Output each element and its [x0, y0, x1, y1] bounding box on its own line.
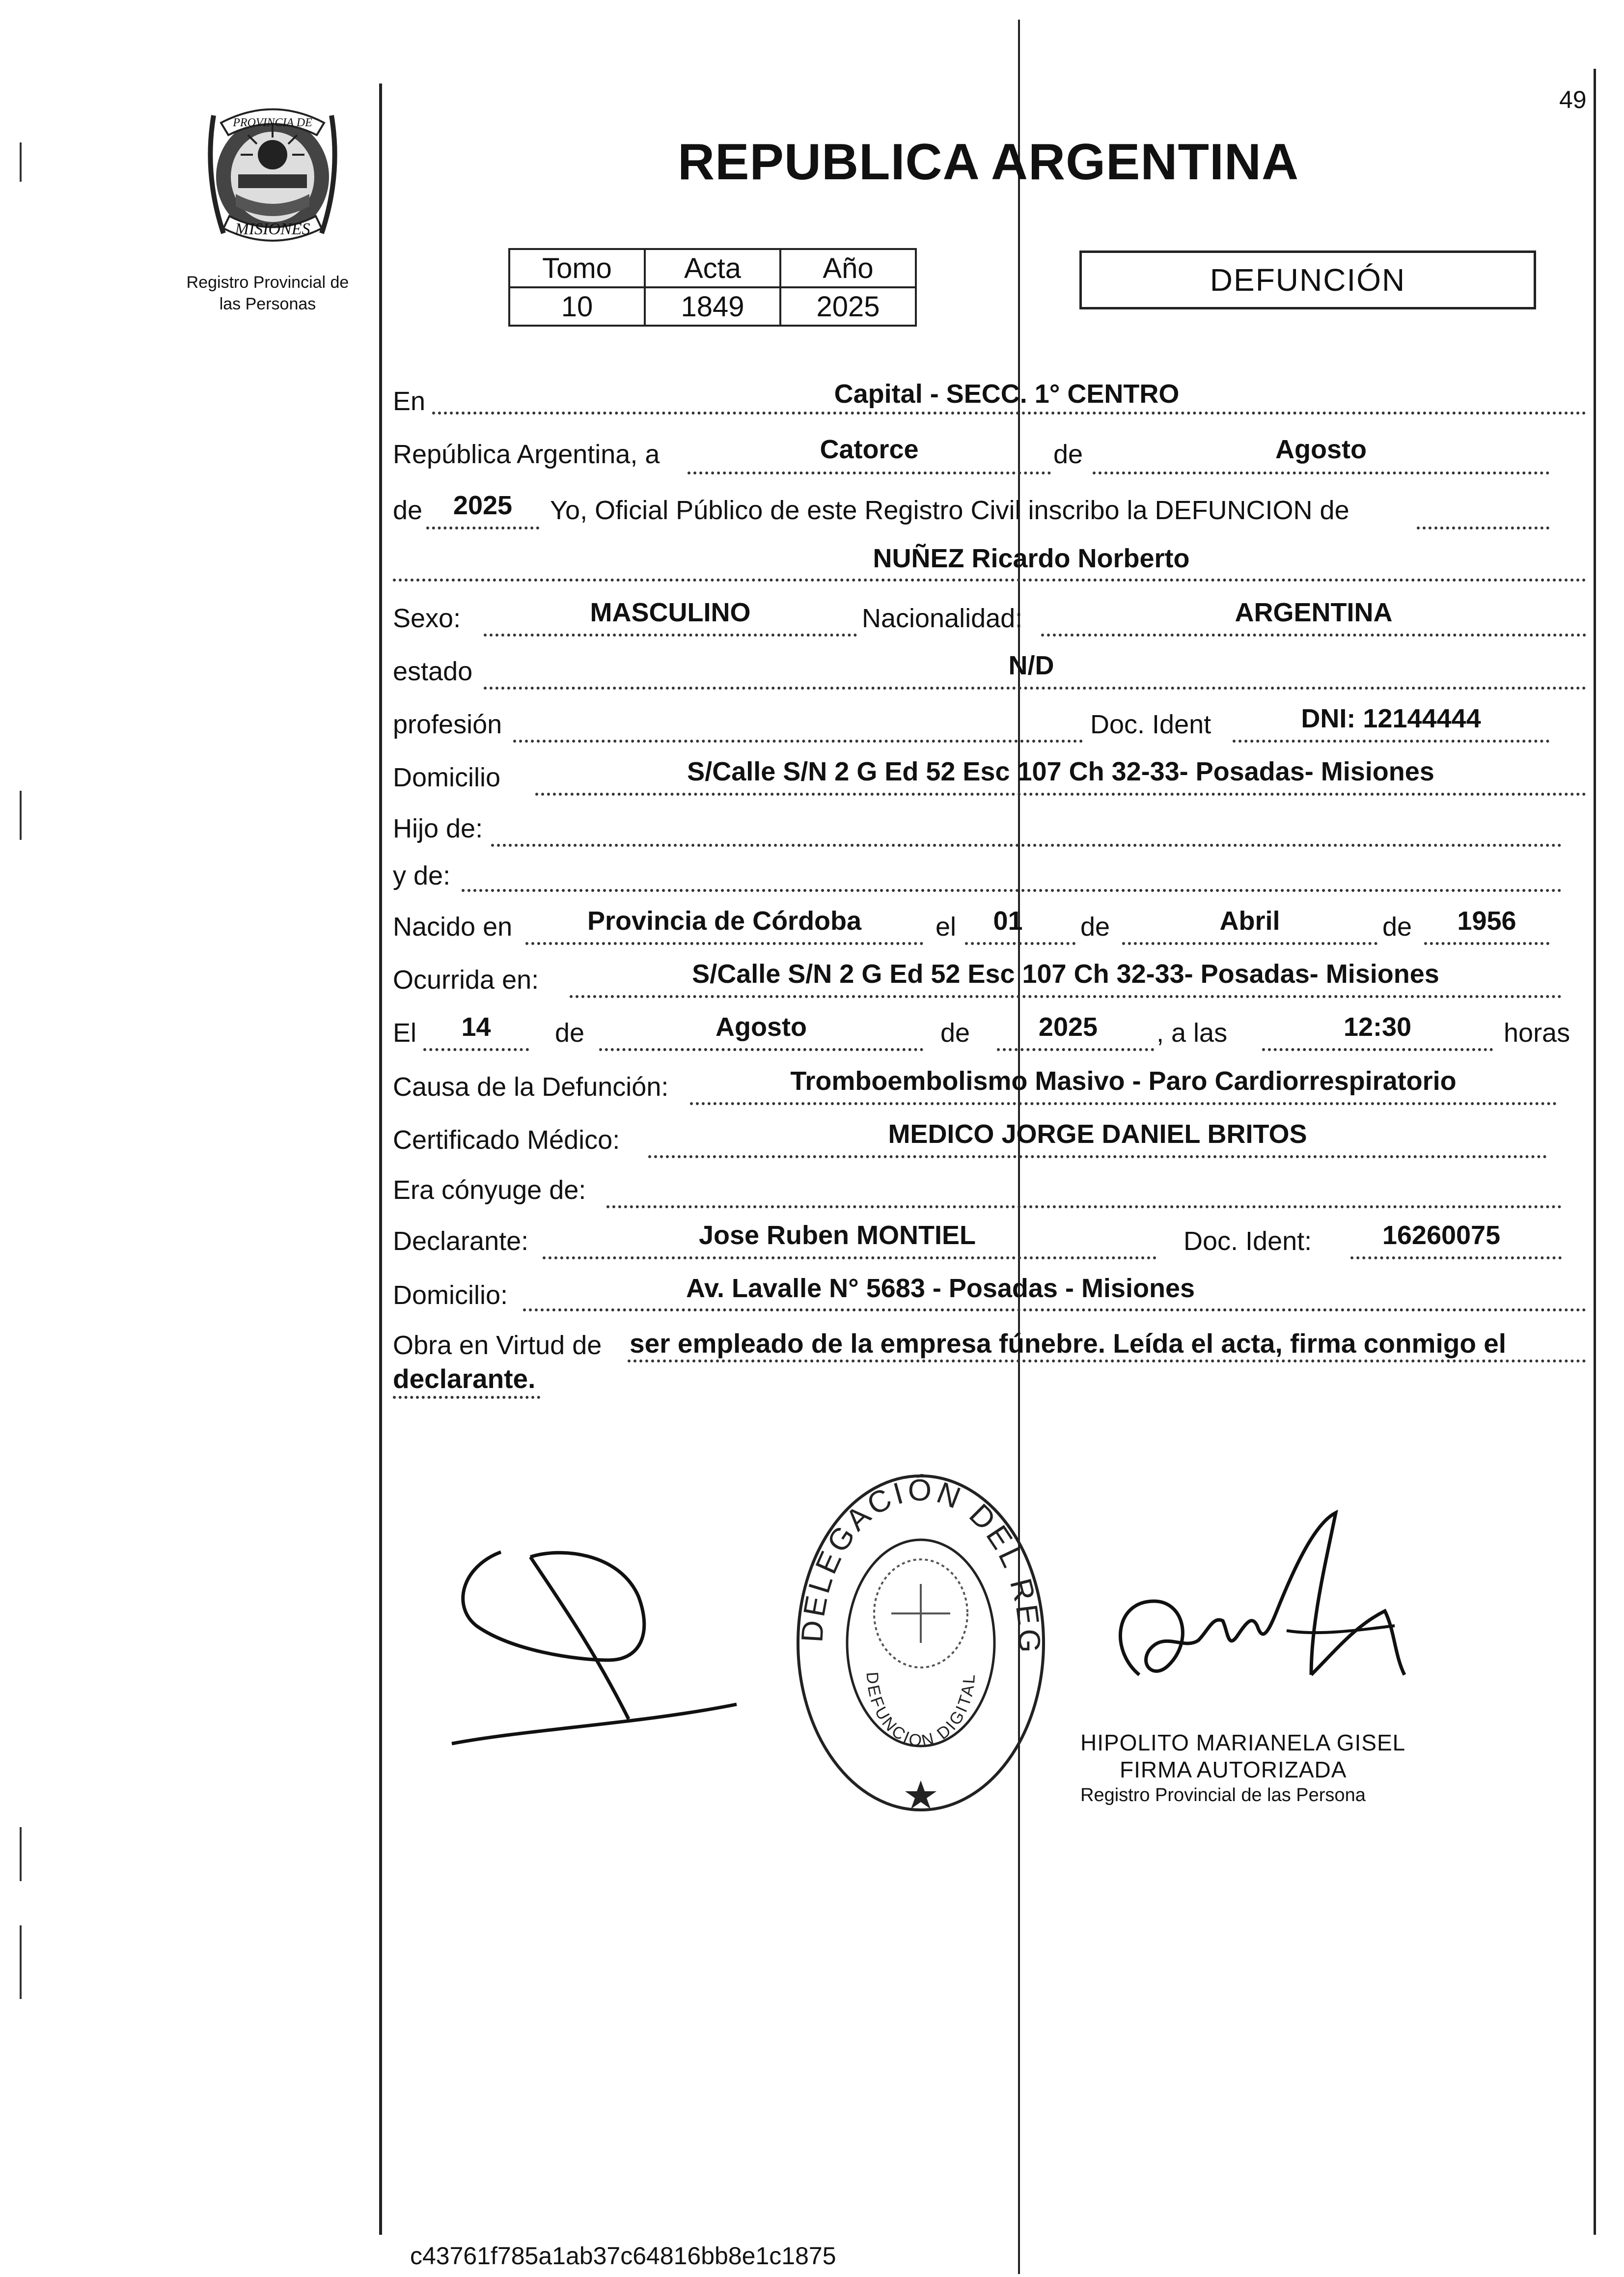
right-margin-line	[1594, 69, 1596, 2235]
causa-value: Tromboembolismo Masivo - Paro Cardiorrespiratorio	[790, 1066, 1457, 1096]
dotted-line	[535, 793, 1586, 796]
en-value: Capital - SECC. 1° CENTRO	[834, 379, 1180, 409]
dotted-line	[543, 1256, 1156, 1259]
nac-anio-value: 1956	[1457, 906, 1516, 936]
dotted-line	[513, 740, 1083, 743]
official-stamp	[793, 1466, 1048, 1820]
dotted-line	[423, 1048, 529, 1051]
hijo-label: Hijo de:	[393, 814, 483, 843]
country-title: REPUBLICA ARGENTINA	[678, 134, 1299, 191]
de-label: de	[940, 1018, 970, 1048]
registry-table	[508, 248, 917, 327]
el-label: el	[936, 912, 957, 942]
official-signature-icon	[1080, 1503, 1434, 1739]
seal-bottom-text: MISIONES	[235, 220, 310, 238]
dotted-line	[484, 634, 857, 637]
def-mes-value: Agosto	[716, 1012, 807, 1042]
scan-edge-mark	[20, 142, 22, 182]
dotted-line	[426, 527, 539, 529]
conyuge-label: Era cónyuge de:	[393, 1175, 586, 1205]
dotted-line	[1122, 942, 1377, 945]
mes-value: Agosto	[1275, 435, 1367, 464]
estado-value: N/D	[1008, 651, 1054, 680]
dotted-line	[432, 412, 1586, 415]
en-label: En	[393, 387, 426, 416]
stamp-inner-text: DEFUNCION DIGITAL	[862, 1671, 979, 1751]
de-label: de	[1053, 440, 1083, 469]
table-header-tomo: Tomo	[509, 249, 645, 287]
dotted-line	[1262, 1048, 1493, 1051]
profesion-label: profesión	[393, 710, 502, 739]
dotted-line	[606, 1205, 1562, 1208]
obra-value-line-2: declarante.	[393, 1363, 536, 1394]
dom-decl-value: Av. Lavalle N° 5683 - Posadas - Misiones	[686, 1274, 1195, 1303]
nac-dia-value: 01	[993, 906, 1023, 936]
registry-line-1: Registro Provincial de	[186, 273, 349, 292]
footer-hash: c43761f785a1ab37c64816bb8e1c1875	[410, 2242, 836, 2270]
dotted-line	[599, 1048, 923, 1051]
dotted-line	[570, 995, 1562, 998]
de-label: de	[555, 1018, 585, 1048]
dotted-line	[523, 1308, 1586, 1311]
dotted-line	[484, 687, 1586, 690]
dotted-line	[462, 889, 1562, 892]
def-anio-value: 2025	[1038, 1012, 1098, 1042]
misiones-seal-icon	[194, 96, 351, 258]
nacido-value: Provincia de Córdoba	[587, 906, 862, 936]
scan-edge-mark	[20, 1827, 22, 1881]
estado-label: estado	[393, 657, 473, 686]
registry-table-value-row	[509, 287, 916, 326]
dotted-line	[393, 1396, 540, 1399]
doc-type-box: DEFUNCIÓN	[1079, 250, 1536, 309]
registry-table-header-row	[509, 249, 916, 287]
dotted-line	[965, 942, 1075, 945]
deceased-name: NUÑEZ Ricardo Norberto	[873, 544, 1190, 573]
table-value-anio: 2025	[780, 287, 916, 326]
domicilio-label: Domicilio	[393, 763, 501, 792]
de-label: de	[1382, 912, 1412, 942]
domicilio-value: S/Calle S/N 2 G Ed 52 Esc 107 Ch 32-33- Posadas- Misiones	[687, 757, 1434, 786]
signer-registry: Registro Provincial de las Persona	[1080, 1785, 1366, 1805]
sexo-value: MASCULINO	[590, 598, 751, 627]
dotted-line	[491, 844, 1562, 847]
table-value-acta: 1849	[645, 287, 780, 326]
yo-text: Yo, Oficial Público de este Registro Civil inscribo la DEFUNCION de	[550, 496, 1349, 525]
dotted-line	[628, 1360, 1586, 1362]
nacionalidad-value: ARGENTINA	[1235, 598, 1393, 627]
scan-edge-mark	[20, 791, 22, 840]
dotted-line	[1424, 942, 1549, 945]
dom-decl-label: Domicilio:	[393, 1280, 508, 1310]
sexo-label: Sexo:	[393, 604, 461, 633]
declarante-doc-value: 16260075	[1382, 1221, 1501, 1250]
dotted-line	[1417, 527, 1549, 529]
dotted-line	[393, 579, 1586, 582]
stamp-outer-text: DELEGACIÓN DEL REG	[795, 1473, 1046, 1656]
declarant-signature-icon	[432, 1537, 746, 1749]
dotted-line	[688, 472, 1051, 474]
el-date-label: El	[393, 1018, 417, 1048]
y-de-label: y de:	[393, 861, 451, 890]
signer-title: FIRMA AUTORIZADA	[1120, 1757, 1347, 1782]
a-las-label: , a las	[1156, 1018, 1228, 1048]
de-label: de	[393, 496, 423, 525]
left-margin-line	[379, 83, 382, 2235]
declarante-doc-label: Doc. Ident:	[1184, 1226, 1312, 1256]
causa-label: Causa de la Defunción:	[393, 1072, 669, 1102]
doc-ident-value: DNI: 12144444	[1301, 704, 1481, 733]
table-header-acta: Acta	[645, 249, 780, 287]
dotted-line	[690, 1102, 1557, 1105]
ocurrida-label: Ocurrida en:	[393, 965, 539, 995]
nacido-label: Nacido en	[393, 912, 513, 942]
obra-value-line-1: ser empleado de la empresa fúnebre. Leída el acta, firma conmigo el	[630, 1328, 1507, 1359]
obra-label: Obra en Virtud de	[393, 1331, 602, 1360]
de-label: de	[1080, 912, 1110, 942]
registry-line-2: las Personas	[219, 295, 316, 313]
page-number: 49	[1559, 86, 1587, 113]
table-value-tomo: 10	[509, 287, 645, 326]
declarante-label: Declarante:	[393, 1226, 529, 1256]
dotted-line	[1041, 634, 1586, 637]
dotted-line	[1233, 740, 1549, 743]
dotted-line	[648, 1155, 1547, 1158]
horas-label: horas	[1504, 1018, 1570, 1048]
dotted-line	[1350, 1256, 1562, 1259]
nac-mes-value: Abril	[1219, 906, 1280, 936]
dotted-line	[1093, 472, 1549, 474]
certificado-label: Certificado Médico:	[393, 1125, 620, 1155]
certificado-value: MEDICO JORGE DANIEL BRITOS	[888, 1119, 1307, 1149]
declarante-value: Jose Ruben MONTIEL	[698, 1221, 976, 1250]
dia-value: Catorce	[820, 435, 919, 464]
doc-ident-label: Doc. Ident	[1090, 710, 1211, 739]
ocurrida-value: S/Calle S/N 2 G Ed 52 Esc 107 Ch 32-33- Posadas- Misiones	[692, 959, 1439, 989]
signer-name: HIPOLITO MARIANELA GISEL	[1080, 1730, 1406, 1755]
dotted-line	[997, 1048, 1154, 1051]
seal-top-text: PROVINCIA DE	[233, 116, 312, 129]
dotted-line	[525, 942, 923, 945]
anio-value: 2025	[453, 491, 513, 520]
hora-value: 12:30	[1343, 1012, 1412, 1042]
nacionalidad-label: Nacionalidad:	[862, 604, 1023, 633]
def-dia-value: 14	[461, 1012, 491, 1042]
table-header-anio: Año	[780, 249, 916, 287]
scan-edge-mark	[20, 1925, 22, 1999]
republica-label: República Argentina, a	[393, 440, 660, 469]
